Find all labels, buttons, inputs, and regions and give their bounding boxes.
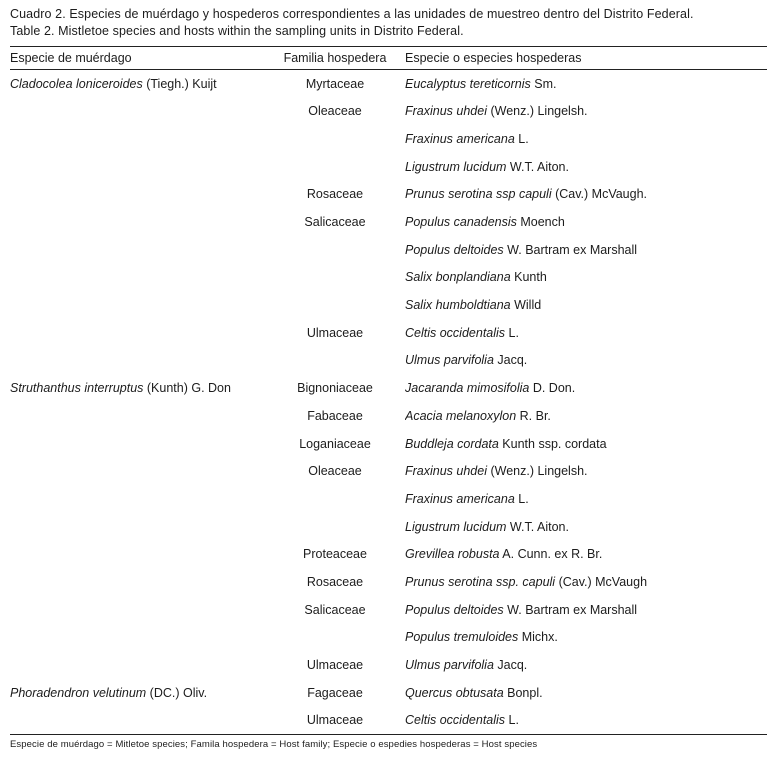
- table-row: [10, 153, 767, 181]
- host-species-cell-authority: L.: [514, 491, 529, 506]
- host-species-cell: [405, 464, 767, 478]
- host-species-cell: [405, 658, 767, 672]
- table-row: [10, 430, 767, 458]
- host-species-cell-authority: A. Cunn. ex R. Br.: [499, 547, 603, 562]
- host-family-cell-authority: Proteaceae: [303, 547, 367, 562]
- mistletoe-species-cell: [10, 77, 265, 91]
- host-family-cell: [265, 77, 405, 91]
- host-species-cell: [405, 187, 767, 201]
- mistletoe-species-cell-authority: (Kunth) G. Don: [143, 381, 231, 396]
- host-species-cell: [405, 520, 767, 534]
- host-species-cell-authority: R. Br.: [516, 408, 551, 423]
- host-family-cell-authority: Bignoniaceae: [297, 381, 373, 396]
- host-species-cell-latin-name: Ulmus parvifolia: [405, 353, 494, 368]
- table-row: [10, 125, 767, 153]
- host-family-cell-authority: Myrtaceae: [305, 76, 365, 91]
- host-species-cell: [405, 686, 767, 700]
- table-row: [10, 347, 767, 375]
- bottom-rule: [10, 734, 767, 735]
- host-family-cell-authority: Rosaceae: [306, 574, 364, 589]
- host-species-cell-latin-name: Ligustrum lucidum: [405, 519, 507, 534]
- host-species-cell: [405, 353, 767, 367]
- host-species-cell-authority: L.: [505, 713, 519, 728]
- host-family-cell-authority: Ulmaceae: [306, 325, 364, 340]
- host-family-cell: [265, 713, 405, 727]
- host-species-cell-latin-name: Fraxinus uhdei: [405, 464, 487, 479]
- host-species-cell-authority: Bonpl.: [503, 685, 543, 700]
- host-species-cell: [405, 104, 767, 118]
- host-species-cell: [405, 298, 767, 312]
- host-species-cell-latin-name: Buddleja cordata: [405, 436, 499, 451]
- host-family-cell: [265, 381, 405, 395]
- host-family-cell: [265, 658, 405, 672]
- table-row: [10, 97, 767, 125]
- host-family-cell: [265, 104, 405, 118]
- table-body: [10, 70, 767, 735]
- table-row: [10, 485, 767, 513]
- host-species-cell-authority: D. Don.: [529, 381, 576, 396]
- host-species-cell-latin-name: Populus deltoides: [405, 602, 504, 617]
- host-species-cell: [405, 215, 767, 229]
- host-family-cell-authority: Salicaceae: [304, 215, 366, 230]
- host-species-cell-authority: Kunth ssp. cordata: [498, 436, 607, 451]
- table-row: [10, 568, 767, 596]
- table-row: [10, 540, 767, 568]
- header-host-species: Especie o especies hospederas: [405, 50, 582, 65]
- host-family-cell-authority: Ulmaceae: [306, 658, 364, 673]
- host-species-cell-latin-name: Grevillea robusta: [405, 547, 500, 562]
- host-species-cell-authority: Jacq.: [493, 658, 528, 673]
- table-row: [10, 679, 767, 707]
- host-species-cell-authority: Sm.: [530, 76, 557, 91]
- host-species-cell-latin-name: Celtis occidentalis: [405, 325, 506, 340]
- host-species-cell: [405, 160, 767, 174]
- table-row: [10, 236, 767, 264]
- host-species-cell: [405, 77, 767, 91]
- host-species-cell-authority: W. Bartram ex Marshall: [503, 242, 638, 257]
- table-row: [10, 707, 767, 735]
- table-row: [10, 402, 767, 430]
- host-species-cell-authority: (Wenz.) Lingelsh.: [487, 104, 588, 119]
- table-footnote: Especie de muérdago = Mitletoe species; Famila hospedera = Host family; Especie o espedies hospederas = Host species: [10, 739, 538, 751]
- caption-spanish: Cuadro 2. Especies de muérdago y hospederos correspondientes a las unidades de muestreo dentro del Distrito Federal.: [10, 7, 694, 21]
- host-species-cell-latin-name: Ulmus parvifolia: [405, 658, 494, 673]
- host-family-cell-authority: Loganiaceae: [299, 436, 371, 451]
- host-species-cell-authority: L.: [514, 131, 529, 146]
- host-species-cell-latin-name: Fraxinus americana: [405, 491, 515, 506]
- host-species-cell-latin-name: Salix humboldtiana: [405, 298, 511, 313]
- host-family-cell: [265, 409, 405, 423]
- host-species-cell: [405, 409, 767, 423]
- table-row: [10, 457, 767, 485]
- table-row: [10, 208, 767, 236]
- host-species-cell-latin-name: Quercus obtusata: [405, 685, 504, 700]
- host-species-cell: [405, 630, 767, 644]
- host-family-cell: [265, 686, 405, 700]
- host-species-cell: [405, 326, 767, 340]
- table-row: [10, 596, 767, 624]
- mistletoe-species-cell-authority: (Tiegh.) Kuijt: [142, 76, 217, 91]
- host-species-cell-authority: W.T. Aiton.: [506, 519, 569, 534]
- mistletoe-species-cell-latin-name: Struthanthus interruptus: [10, 381, 144, 396]
- host-family-cell-authority: Salicaceae: [304, 602, 366, 617]
- host-species-cell-latin-name: Prunus serotina ssp. capuli: [405, 574, 556, 589]
- host-species-cell-latin-name: Fraxinus uhdei: [405, 104, 487, 119]
- host-species-cell-authority: Michx.: [518, 630, 558, 645]
- host-species-cell-latin-name: Ligustrum lucidum: [405, 159, 507, 174]
- host-species-cell: [405, 575, 767, 589]
- host-family-cell: [265, 603, 405, 617]
- host-species-cell: [405, 492, 767, 506]
- caption-english: Table 2. Mistletoe species and hosts within the sampling units in Distrito Federal.: [10, 23, 464, 38]
- host-family-cell: [265, 326, 405, 340]
- host-family-cell: [265, 547, 405, 561]
- table-row: [10, 624, 767, 652]
- host-family-cell: [265, 215, 405, 229]
- host-species-cell-authority: (Wenz.) Lingelsh.: [487, 464, 588, 479]
- host-species-cell-latin-name: Jacaranda mimosifolia: [405, 381, 530, 396]
- host-species-cell-authority: Willd: [510, 298, 542, 313]
- host-species-cell: [405, 713, 767, 727]
- host-species-cell-latin-name: Acacia melanoxylon: [405, 408, 517, 423]
- host-species-cell: [405, 381, 767, 395]
- host-species-cell-latin-name: Fraxinus americana: [405, 131, 515, 146]
- mistletoe-species-cell: [10, 686, 265, 700]
- host-species-cell: [405, 243, 767, 257]
- host-species-cell: [405, 603, 767, 617]
- header-host-family: Familia hospedera: [283, 50, 387, 65]
- host-family-cell-authority: Oleaceae: [308, 104, 362, 119]
- table-row: [10, 291, 767, 319]
- host-species-cell: [405, 437, 767, 451]
- host-family-cell-authority: Fabaceae: [307, 408, 363, 423]
- header-mistletoe-species: Especie de muérdago: [10, 50, 132, 65]
- host-species-cell-latin-name: Populus canadensis: [405, 215, 517, 230]
- host-family-cell: [265, 187, 405, 201]
- mistletoe-species-cell: [10, 381, 265, 395]
- host-species-cell-authority: L.: [505, 325, 519, 340]
- host-species-cell-authority: W.T. Aiton.: [506, 159, 569, 174]
- table-header-row: [10, 47, 767, 69]
- host-species-cell: [405, 132, 767, 146]
- host-species-cell-latin-name: Eucalyptus tereticornis: [405, 76, 531, 91]
- host-family-cell-authority: Oleaceae: [308, 464, 362, 479]
- table-row: [10, 651, 767, 679]
- host-family-cell-authority: Ulmaceae: [306, 713, 364, 728]
- host-species-cell-authority: Kunth: [510, 270, 547, 285]
- table-row: [10, 70, 767, 98]
- host-species-cell-latin-name: Populus deltoides: [405, 242, 504, 257]
- mistletoe-species-cell-latin-name: Cladocolea loniceroides: [10, 76, 143, 91]
- table-row: [10, 181, 767, 209]
- host-family-cell-authority: Rosaceae: [306, 187, 364, 202]
- host-species-cell-authority: (Cav.) McVaugh.: [551, 187, 648, 202]
- host-species-cell-authority: Moench: [516, 215, 565, 230]
- host-species-cell-authority: W. Bartram ex Marshall: [503, 602, 638, 617]
- host-family-cell: [265, 437, 405, 451]
- host-species-cell-authority: Jacq.: [493, 353, 528, 368]
- host-species-cell: [405, 270, 767, 284]
- host-species-cell-authority: (Cav.) McVaugh: [555, 574, 648, 589]
- mistletoe-species-cell-latin-name: Phoradendron velutinum: [10, 685, 147, 700]
- table-row: [10, 513, 767, 541]
- host-family-cell: [265, 464, 405, 478]
- host-species-cell-latin-name: Prunus serotina ssp capuli: [405, 187, 552, 202]
- host-species-cell-latin-name: Salix bonplandiana: [405, 270, 511, 285]
- table-caption: [10, 6, 767, 40]
- host-species-cell-latin-name: Populus tremuloides: [405, 630, 519, 645]
- table-row: [10, 374, 767, 402]
- host-species-cell-latin-name: Celtis occidentalis: [405, 713, 506, 728]
- host-family-cell-authority: Fagaceae: [307, 685, 363, 700]
- table-row: [10, 264, 767, 292]
- host-family-cell: [265, 575, 405, 589]
- table-row: [10, 319, 767, 347]
- host-species-cell: [405, 547, 767, 561]
- mistletoe-species-cell-authority: (DC.) Oliv.: [146, 685, 208, 700]
